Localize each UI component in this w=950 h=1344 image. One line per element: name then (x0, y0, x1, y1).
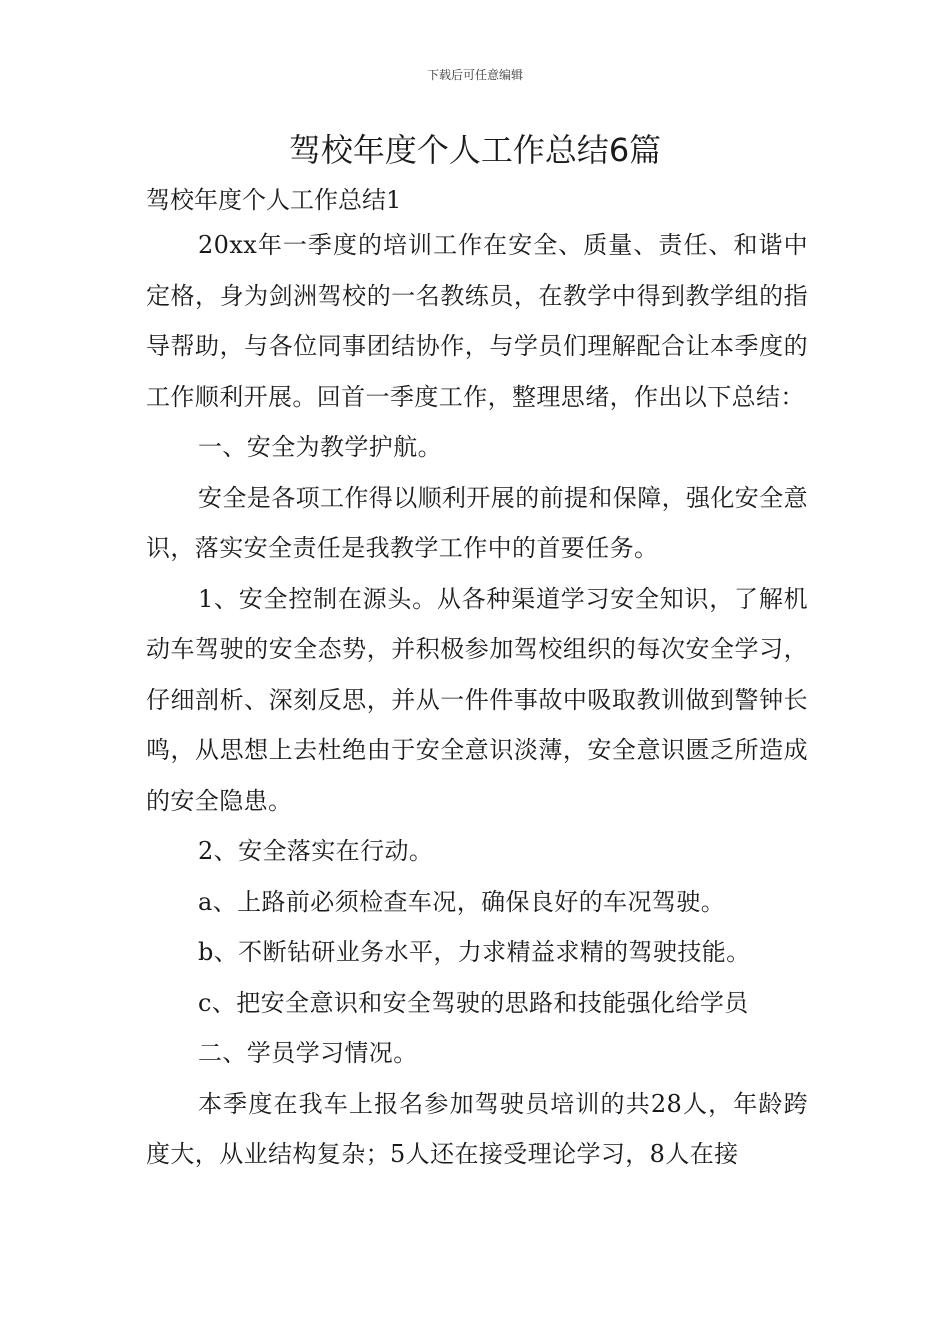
document-title: 驾校年度个人工作总结6篇 (288, 131, 662, 169)
paragraph-item-b: b、不断钻研业务水平，力求精益求精的驾驶技能。 (198, 938, 751, 966)
paragraph-item-a: a、上路前必须检查车况，确保良好的车况驾驶。 (198, 887, 726, 916)
paragraph-safety-action: 2、安全落实在行动。 (198, 837, 434, 865)
section-subtitle: 驾校年度个人工作总结1 (146, 186, 402, 214)
paragraph-students: 本季度在我车上报名参加驾驶员培训的共28人，年龄跨度大，从业结构复杂；5人还在接受理论学习，8人在接 (146, 1089, 808, 1168)
document-body (146, 180, 808, 1180)
paragraph-item-c: c、把安全意识和安全驾驶的思路和技能强化给学员 (198, 988, 749, 1017)
paragraph-intro: 20xx年一季度的培训工作在安全、质量、责任、和谐中定格，身为剑洲驾校的一名教练员，在教学中得到教学组的指导帮助，与各位同事团结协作，与学员们理解配合让本季度的工作顺利开展。回首一季度工作，整理思绪，作出以下总结： (146, 231, 808, 411)
paragraph-safety-source: 1、安全控制在源头。从各种渠道学习安全知识，了解机动车驾驶的安全态势，并积极参加驾校组织的每次安全学习，仔细剖析、深刻反思，并从一件件事故中吸取教训做到警钟长鸣，从思想上去杜绝由于安全意识淡薄，安全意识匮乏所造成的安全隐患。 (146, 584, 808, 815)
header-note: 下载后可任意编辑 (426, 68, 523, 82)
paragraph-heading-safety: 一、安全为教学护航。 (198, 433, 442, 461)
paragraph-heading-students: 二、学员学习情况。 (198, 1039, 418, 1067)
paragraph-safety-intro: 安全是各项工作得以顺利开展的前提和保障，强化安全意识，落实安全责任是我教学工作中的首要任务。 (146, 483, 808, 562)
